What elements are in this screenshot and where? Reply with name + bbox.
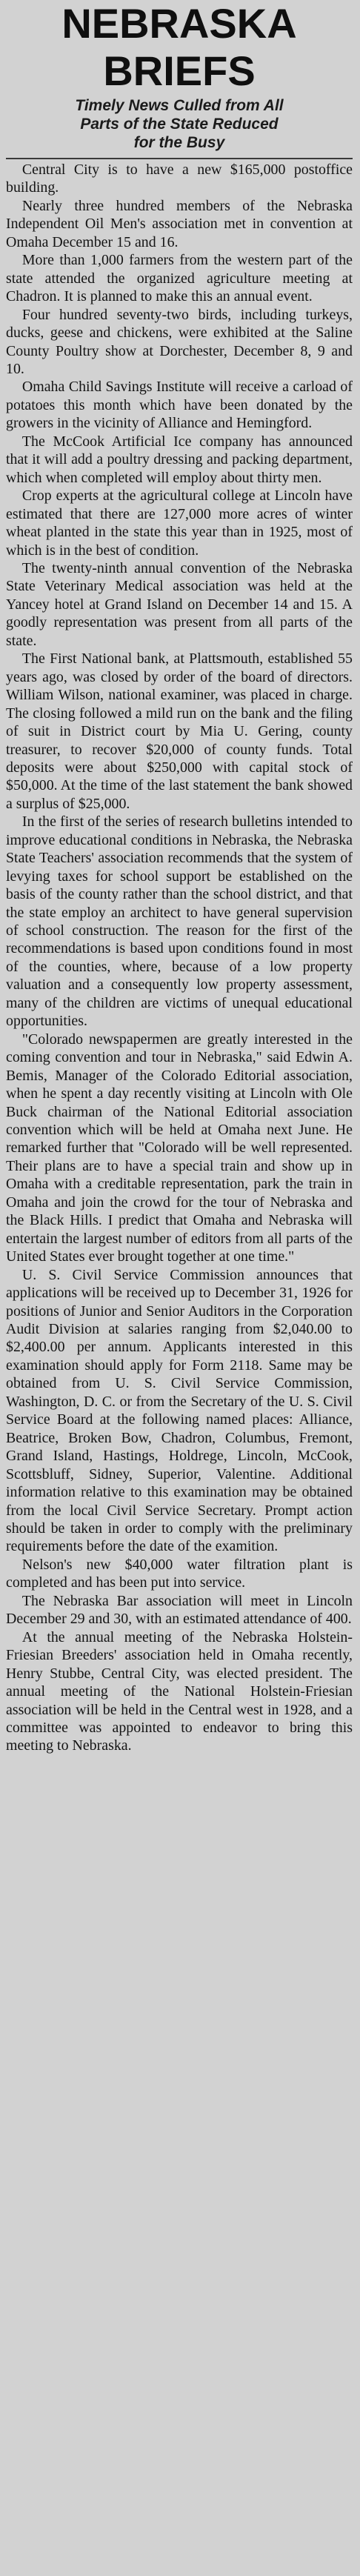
- news-item-plattsmouth-bank: The First National bank, at Plattsmouth, established 55 years ago, was closed by order of the board of directors. William Wilson, national examiner, was placed in charge. The closing followed a mild run on the bank and the filing of suit in District court by Mia U. Gering, county treasurer, to recover $20,000 of county funds. Total deposits were about $250,000 with capital stock of $50,000. At the time of the last statement the bank showed a surplus of $25,000.: [6, 650, 353, 812]
- news-item-bar-association: The Nebraska Bar association will meet in Lincoln December 29 and 30, with an estimated attendance of 400.: [6, 1592, 353, 1628]
- deck: [6, 96, 353, 152]
- deck-line-2: Parts of the State Reduced: [80, 116, 279, 133]
- news-item-postoffice: Central City is to have a new $165,000 postoffice building.: [6, 162, 353, 196]
- news-item-oil-men: Nearly three hundred members of the Nebraska Independent Oil Men's association met in convention at Omaha December 15 and 16.: [6, 197, 353, 250]
- news-items: [6, 161, 353, 1755]
- news-item-nelson-water: Nelson's new $40,000 water filtration plant is completed and has been put into service.: [6, 1556, 353, 1591]
- news-item-editors: "Colorado newspapermen are greatly interested in the coming convention and tour in Nebraska," said Edwin A. Bemis, Manager of the Colorado Editorial association, when he spent a day recently visiting at Lincoln with Ole Buck chairman of the National Editorial association convention which will be held at Omaha next June. He remarked further that "Colorado will be well represented. Their plans are to have a special train and show up in Omaha with a creditable representation, park the train in Omaha and join the crowd for the tour of Nebraska and the Black Hills. I predict that Omaha and Nebraska will entertain the largest number of editors from all parts of the United States ever brought together at one time.": [6, 1031, 353, 1265]
- masthead-rule: [6, 158, 353, 159]
- news-item-veterinary: The twenty-ninth annual convention of the Nebraska State Veterinary Medical association was held at the Yancey hotel at Grand Island on December 14 and 15. A goodly representation was present from all parts of the state.: [6, 559, 353, 649]
- deck-line-3: for the Busy: [133, 134, 225, 151]
- news-item-civil-service: U. S. Civil Service Commission announces that applications will be received up to December 31, 1926 for positions of Junior and Senior Auditors in the Corporation Audit Division at salaries ranging from $2,040.00 to $2,400.00 per annum. Applicants interested in this examination should apply for Form 2118. Same may be obtained from U. S. Civil Service Commission, Washington, D. C. or from the Secretary of the U. S. Civil Service Board at the following named places: Alliance, Beatrice, Broken Bow, Chadron, Columbus, Fremont, Grand Island, Hastings, Holdrege, Lincoln, McCook, Scottsbluff, Sidney, Superior, Valentine. Additional information relative to this examination may be obtained from the local Civil Service Secretary. Prompt action should be taken in order to comply with the preliminary requirements before the date of the examition.: [6, 1266, 353, 1555]
- news-item-holstein: At the annual meeting of the Nebraska Holstein-Friesian Breeders' association held in Omaha recently, Henry Stubbe, Central City, was elected president. The annual meeting of the National Holstein-Friesian association will be held in the Central west in 1928, and a committee was appointed to endeavor to bring this meeting to Nebraska.: [6, 1628, 353, 1754]
- headline: NEBRASKA BRIEFS: [61, 0, 297, 94]
- news-item-child-savings: Omaha Child Savings Institute will receive a carload of potatoes this month which have been donated by the growers in the vicinity of Alliance and Hemingford.: [6, 379, 353, 432]
- news-item-poultry-show: Four hundred seventy-two birds, including turkeys, ducks, geese and chickens, were exhibited at the Saline County Poultry show at Dorchester, December 8, 9 and 10.: [6, 306, 353, 377]
- news-item-teachers: In the first of the series of research bulletins intended to improve educational conditions in Nebraska, the Nebraska State Teachers' association recommends that the system of levying taxes for school support be established on the basis of the county rather than the school district, and that the state employ an architect to have general supervision of school construction. The reason for the first of the recommendations is based upon conditions found in most of the counties, where, because of a low property valuation and a consequently low property assessment, many of the children are victims of unequal educational opportunities.: [6, 813, 353, 1030]
- deck-line-1: Timely News Culled from All: [75, 97, 284, 114]
- news-item-chadron-farmers: More than 1,000 farmers from the western part of the state attended the organized agriculture meeting at Chadron. It is planned to make this an annual event.: [6, 252, 353, 305]
- masthead: [6, 0, 353, 159]
- news-item-winter-wheat: Crop experts at the agricultural college at Lincoln have estimated that there are 127,000 more acres of winter wheat planted in the state this year than in 1925, most of which is in the best of condition.: [6, 487, 353, 559]
- news-item-mccook-ice: The McCook Artificial Ice company has announced that it will add a poultry dressing and packing department, which when completed will employ about thirty men.: [6, 433, 353, 486]
